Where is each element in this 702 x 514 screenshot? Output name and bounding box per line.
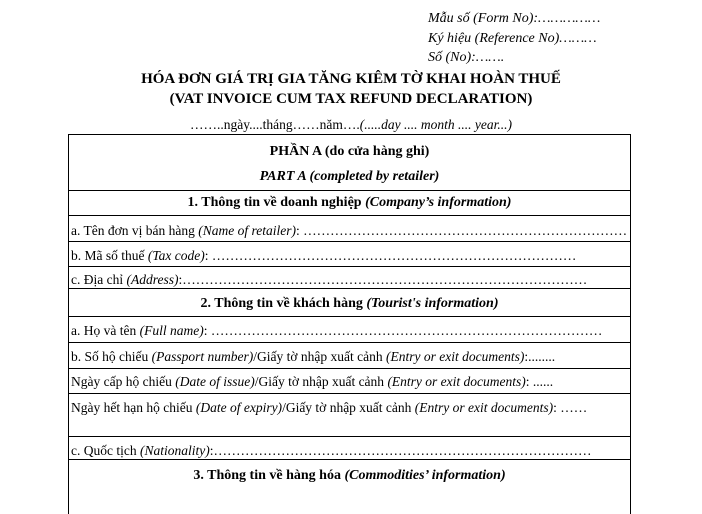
- passport-number-label-2-en: (Entry or exit documents): [385, 349, 525, 364]
- full-name-field[interactable]: [69, 316, 630, 339]
- issue-date-label-2-en: (Entry or exit documents): [387, 374, 526, 389]
- issue-date-field[interactable]: [69, 368, 630, 390]
- full-name-label: a. Họ và tên: [71, 323, 140, 338]
- form-no: Mẫu số (Form No):……………: [428, 11, 601, 26]
- nationality-fill: :…………………………………………………………………………: [209, 443, 592, 458]
- expiry-date-field[interactable]: [69, 393, 630, 416]
- company-section-heading: [69, 190, 630, 211]
- tax-code-fill: : ………………………………………………………………………: [204, 248, 577, 263]
- passport-number-label-en: (Passport number): [151, 349, 254, 364]
- declaration-form: [68, 134, 631, 514]
- expiry-date-label: Ngày hết hạn hộ chiếu: [71, 400, 196, 415]
- part-a-subheading-text: PART A (completed by retailer): [259, 169, 440, 184]
- reference-no: Ký hiệu (Reference No)………: [428, 31, 597, 46]
- tax-code-label-en: (Tax code): [147, 248, 205, 263]
- passport-number-label: b. Số hộ chiếu: [71, 349, 152, 364]
- retailer-name-field[interactable]: [69, 215, 630, 239]
- tourist-heading-en: (Tourist's information): [366, 296, 499, 311]
- retailer-name-label-en: (Name of retailer): [198, 223, 296, 238]
- tourist-heading-vi: 2. Thông tin về khách hàng: [200, 296, 367, 311]
- nationality-label-en: (Nationality): [139, 443, 210, 458]
- address-field[interactable]: [69, 266, 630, 288]
- address-label: c. Địa chỉ: [71, 272, 127, 287]
- expiry-date-label-2-en: (Entry or exit documents): [414, 400, 554, 415]
- address-fill: :………………………………………………………………………………: [178, 272, 588, 287]
- tourist-section-heading: [69, 288, 630, 312]
- company-heading-en: (Company’s information): [365, 195, 512, 210]
- part-a-heading: PHẦN A (do cửa hàng ghi): [269, 144, 430, 159]
- date-line: [0, 117, 702, 133]
- document-title-en: (VAT INVOICE CUM TAX REFUND DECLARATION): [169, 91, 533, 107]
- issue-date-label-en: (Date of issue): [175, 374, 255, 389]
- issue-date-fill: : ......: [525, 374, 554, 389]
- full-name-fill: : ……………………………………………………………………………: [203, 323, 603, 338]
- full-name-label-en: (Full name): [139, 323, 204, 338]
- tax-code-field[interactable]: [69, 241, 630, 264]
- passport-number-fill: :........: [524, 349, 556, 364]
- document-title-vi: HÓA ĐƠN GIÁ TRỊ GIA TĂNG KIÊM TỜ KHAI HOÀN THUẾ: [141, 71, 561, 87]
- commodities-heading-en: (Commodities’ information): [344, 468, 506, 483]
- date-line-vi: ……..ngày....tháng……năm….: [190, 117, 360, 132]
- retailer-name-label: a. Tên đơn vị bán hàng: [71, 223, 199, 238]
- nationality-label: c. Quốc tịch: [71, 443, 140, 458]
- retailer-name-fill: : ………………………………………………………………: [295, 223, 628, 238]
- tax-code-label: b. Mã số thuế: [71, 248, 148, 263]
- issue-date-label-2: /Giấy tờ nhập xuất cảnh: [254, 374, 388, 389]
- date-line-en: (.....day .... month .... year...): [359, 117, 512, 132]
- issue-date-label: Ngày cấp hộ chiếu: [71, 374, 176, 389]
- expiry-date-label-2: /Giấy tờ nhập xuất cảnh: [282, 400, 415, 415]
- expiry-date-fill: : ……: [553, 400, 588, 415]
- commodities-heading-vi: 3. Thông tin về hàng hóa: [193, 468, 345, 483]
- expiry-date-label-en: (Date of expiry): [195, 400, 283, 415]
- nationality-field[interactable]: [69, 436, 630, 459]
- company-heading-vi: 1. Thông tin về doanh nghiệp: [187, 195, 366, 210]
- commodities-section-heading: [69, 459, 630, 484]
- address-label-en: (Address): [126, 272, 179, 287]
- part-a-subheading: [69, 169, 630, 185]
- passport-number-label-2: /Giấy tờ nhập xuất cảnh: [253, 349, 386, 364]
- serial-number: Số (No):…….: [428, 50, 505, 65]
- passport-number-field[interactable]: [69, 342, 630, 365]
